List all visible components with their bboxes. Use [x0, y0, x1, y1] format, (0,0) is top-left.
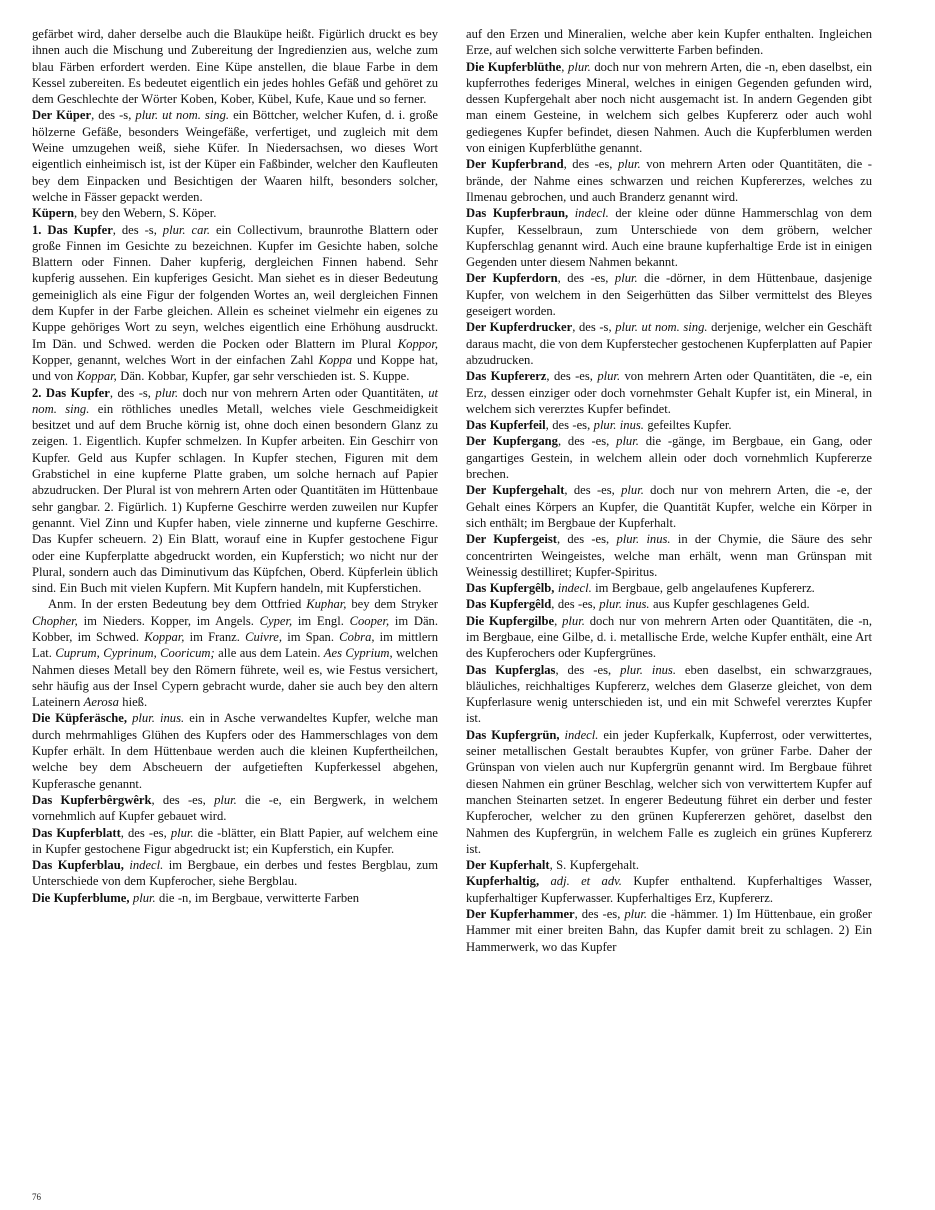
paragraph	[466, 433, 872, 482]
paragraph	[466, 482, 872, 531]
headword: Die Kupferblüthe	[466, 59, 562, 74]
italic-text: plur. inus.	[620, 662, 676, 677]
body-text: die -blätter, ein Blatt Papier, auf welchem eine in Kupfer gestochene Figur abgedruckt ist; ein Kupferstich, ein Kupfer.	[32, 825, 438, 856]
headword: Das Kupfererz	[466, 369, 547, 384]
italic-text: plur.	[624, 907, 648, 922]
body-text: im Bergbaue, ein derbes und festes Bergblau, zum Unterschiede von dem Kupferocher, siehe Bergblau.	[32, 858, 439, 889]
body-text: doch nur von mehrern Arten oder Quantitäten, die -n, im Bergbaue, eine Gilbe, d. i. metallische Erde, welche Kupfer enthält, eine Art des Kupferochers oder Kupfergrünes.	[466, 613, 872, 661]
body-text: ein in Asche verwandeltes Kupfer, welche man durch mehrmahliges Glühen des Kupfers oder des Hammerschlages von dem Kupfer erhält. In dem Hüttenbaue werden auch die kleinen Kupfertheilchen, welche bey dem Abscheuern der aufgetieften Kupferkessel abgehen, Kupferasche genannt.	[32, 711, 438, 791]
body-text: ein röthliches unedles Metall, welches viele Geschmeidigkeit besitzet und auf dem Bruche körnig ist, ohne doch einen besondern Glanz zu zeigen. 1. Eigentlich. Kupfer schmelzen. In Kupfer arbeiten. Ein Geschirr von Kupfer. Geld aus Kupfer schlagen. In Kupfer stechen, Figuren mit dem Grabstichel in eine kupferne Platte graben, um solche hernach auf Papier abzudrucken. Der Plural ist von mehrern Arten oder Quantitäten im Hüttenbaue sehr gangbar. 2. Figürlich. 1) Kupferne Geschirre werden zuweilen nur Kupfer genannt. Viel Zinn und Kupfer haben, viele zinnerne und kupferne Geschirre. Das Kupfer scheuern. 2) Ein Blatt, worauf eine in Kupfer gestochene Figur oder eine Kupferplatte abgedruckt worden, ein Kupferstich; wo nicht nur der Plural, sondern auch das Diminutivum das Küpfchen, Oberd. Küpferlein üblich sind. Ein Buch mit vielen Kupfern. Mit Kupfern handeln, mit Kupferstichen.	[32, 401, 438, 596]
paragraph	[32, 385, 438, 597]
page-number: 76	[32, 1192, 41, 1202]
headword: Das Kupferbêrgwêrk	[32, 792, 152, 807]
italic-text: Koppar,	[76, 369, 117, 384]
body-text: , des -es,	[551, 597, 600, 612]
body-text: , des -s,	[112, 222, 163, 237]
body-text: ein Böttcher, welcher Kufen, d. i. große hölzerne Gefäße, besonders Weingefäße, verfertiget, und zugleich mit dem Weine umzugehen weiß, siehe Küfer. In Niedersachsen, wo dieses Wort eigentlich einheimisch ist, ist der Küper ein Faßbinder, welcher den Kaufleuten bey dem Einpacken und Besichtigen der Waaren hilft, besonders solcher, welche in Fässer gepackt werden.	[32, 108, 438, 204]
paragraph	[466, 531, 872, 580]
italic-text: plur. inus.	[616, 532, 671, 547]
headword: 2. Das Kupfer	[32, 385, 110, 400]
body-text: , des -s,	[572, 320, 616, 335]
paragraph	[32, 890, 438, 906]
italic-text: ut nom. sing.	[32, 385, 438, 416]
right-text-column	[466, 26, 872, 1176]
paragraph	[32, 857, 438, 890]
headword: Der Kupferdorn	[466, 271, 558, 286]
italic-text: plur.	[170, 825, 194, 840]
body-text: eben daselbst, ein schwarzgraues, bläuliches, reichhaltiges Kupfererz, welches dem Glaserze gleichet, von dem Kupferlasure wenig unterschieden ist, und ein mit Schwefel vererztes Kupfer ist.	[466, 662, 872, 726]
body-text: gefärbet wird, daher derselbe auch die Blauküpe heißt. Figürlich druckt es bey ihnen auch die Mischung und Zubereitung der Ingredienzien aus, welche zum blau Färben erfordert werden. Eine Küpe anstellen, die blaue Farbe in dem Kessel zubereiten. Es bedeutet eigentlich ein jedes hohles Gefäß und gehöret zu dem Geschlechte der Wörter Koben, Kober, Kübel, Kufe, Kaue und so ferner.	[32, 27, 438, 107]
paragraph	[466, 156, 872, 205]
headword: Der Kupferbrand	[466, 157, 564, 172]
italic-text: Cuprum, Cyprinum, Cooricum;	[55, 646, 215, 661]
paragraph	[32, 107, 438, 205]
body-text: , des -s,	[109, 385, 156, 400]
italic-text: Cooper,	[349, 613, 390, 628]
paragraph	[32, 792, 438, 825]
italic-text: Koppar,	[144, 629, 185, 644]
headword: Das Kupfergêld	[466, 597, 552, 612]
body-text: , des -es,	[546, 369, 598, 384]
italic-text: plur.	[568, 59, 591, 74]
paragraph	[466, 270, 872, 319]
headword: Der Kupferhammer	[466, 907, 575, 922]
body-text: im Bergbaue, gelb angelaufenes Kupfererz.	[591, 581, 815, 596]
headword: Das Kupferblau,	[32, 858, 124, 873]
italic-text: indecl.	[559, 727, 599, 742]
body-text: im Dän. Kobber, im Schwed.	[32, 613, 438, 644]
body-text: von mehrern Arten oder Quantitäten, die -e, ein Erz, dessen einziger oder doch vornehmster Gehalt Kupfer ist, ein Mineral, in welchem sich vererztes Kupfer befindet.	[466, 369, 872, 416]
body-text: ein Collectivum, braunrothe Blattern oder große Finnen im Gesichte zu bezeichnen. Kupfer im Gesichte haben, solche Blattern oder Finnen. Daher kupferig, dergleichen Finnen habend. Sehr kupferig aussehen. Ein kupferiges Gesicht. Man siehet es in dieser Bedeutung gemeiniglich als eine Figur der folgenden Wortes an, weil dergleichen Finnen dem Kupfer in der Farbe gleichen. Allein es scheinet vielmehr ein eigenes zu Kuppe gehöriges Wort zu seyn, welches eigentlich eine Erhöhung ausdruckt. Im Dän. und Schwed. werden die Pocken oder Blattern im Plural	[32, 222, 439, 351]
paragraph	[466, 417, 872, 433]
paragraph	[466, 596, 872, 612]
italic-text: plur.	[214, 792, 237, 807]
headword: Der Kupfergang	[466, 434, 558, 449]
body-text: , S. Kupfergehalt.	[549, 858, 640, 873]
body-text: ,	[561, 59, 569, 74]
italic-text: Cuivre,	[245, 629, 283, 644]
paragraph	[32, 222, 438, 385]
body-text: Kupfer enthaltend. Kupferhaltiges Wasser, kupferhaltiger Kupferwasser. Kupferhaltiges Erz, Kupfererz.	[466, 874, 872, 905]
italic-text: Aes Cyprium,	[323, 646, 393, 661]
italic-text: Aerosa	[83, 695, 119, 710]
body-text: die -dörner, in dem Hüttenbaue, dasjenige Kupfer, von welchem in den Seigerhütten das Silber vermittelst des Bleyes geseigert worden.	[466, 271, 872, 319]
headword: Kupferhaltig,	[466, 874, 540, 889]
paragraph	[466, 906, 872, 955]
body-text: die -n, im Bergbaue, verwitterte Farben	[155, 890, 360, 905]
body-text: aus Kupfer geschlagenes Geld.	[649, 597, 810, 612]
paragraph	[466, 727, 872, 857]
italic-text: plur.	[614, 271, 638, 286]
body-text: , des -s,	[91, 108, 136, 123]
italic-text: Cobra,	[339, 629, 375, 644]
body-text: doch nur von mehrern Arten oder Quantitäten,	[178, 385, 429, 400]
body-text: die -gänge, im Bergbaue, ein Gang, oder gangartiges Gestein, in welchem allein oder doch vornehmlich Kupfererze brechen.	[466, 434, 872, 482]
paragraph	[32, 205, 438, 221]
body-text: , des -es,	[120, 825, 171, 840]
body-text: , des -es,	[151, 792, 215, 807]
body-text: , des -es,	[574, 907, 625, 922]
italic-text: Kuphar,	[306, 597, 347, 612]
italic-text: plur.	[597, 369, 621, 384]
headword: 1. Das Kupfer	[32, 222, 113, 237]
italic-text: plur.	[562, 613, 585, 628]
italic-text: plur. inus.	[593, 418, 644, 433]
body-text: im Franz.	[184, 629, 246, 644]
paragraph	[466, 59, 872, 157]
italic-text: plur.	[616, 434, 639, 449]
headword: Der Kupferdrucker	[466, 320, 573, 335]
body-text: , des -es,	[555, 662, 621, 677]
paragraph	[466, 580, 872, 596]
body-text: Kopper, genannt, welches Wort in der einfachen Zahl	[32, 352, 319, 367]
headword: Der Kupfergehalt	[466, 483, 565, 498]
italic-text: plur.	[155, 385, 179, 400]
body-text: von mehrern Arten oder Quantitäten, die -brände, der Nahme eines schwarzen und reichen Kupfererzes, welches zu Ilmenau gebrochen, und auch Branderz genannt wird.	[466, 157, 872, 204]
paragraph	[466, 26, 872, 59]
body-text: und Koppe hat, und von	[32, 352, 438, 384]
body-text: , des -es,	[564, 483, 622, 498]
body-text: der kleine oder dünne Hammerschlag von dem Kupfer, Kesselbraun, zum Unterschiede von dem gröbern, welcher Kupferschlag genannt wird. Auch eine braune kupferhaltige Erde ist in einigen Gegenden unter diesem Nahmen bekannt.	[466, 206, 872, 270]
italic-text: plur. car.	[162, 222, 211, 237]
body-text: Dän. Kobbar, Kupfer, gar sehr verschieden ist. S. Kuppe.	[116, 369, 410, 384]
body-text: , des -es,	[545, 418, 594, 433]
italic-text: Koppa	[318, 352, 353, 367]
body-text: im mittlern Lat.	[32, 629, 439, 661]
italic-text: plur.	[621, 483, 644, 498]
body-text: im Engl.	[292, 613, 350, 628]
paragraph	[32, 825, 438, 858]
italic-text: plur. inus.	[599, 597, 650, 612]
body-text: , des -es,	[556, 532, 617, 547]
body-text: ,	[554, 613, 563, 628]
headword: Die Kupfergilbe	[466, 613, 555, 628]
body-text: welchen Nahmen dieses Metall bey den Römern führete, weil es, wie Festus versichert, sehr häufig aus der Insel Cypern gebracht wurde, daher sie auch bey den altern Lateinern	[32, 646, 439, 710]
headword: Der Kupferhalt	[466, 858, 550, 873]
body-text: im Nieders. Kopper, im Angels.	[77, 613, 260, 628]
body-text: im Span.	[282, 629, 340, 644]
body-text: derjenige, welcher ein Geschäft daraus macht, die von dem Kupferstecher gestochenen Kupferplatten auf Papier abzudrucken.	[466, 320, 872, 367]
italic-text: plur. inus.	[127, 711, 185, 726]
paragraph	[466, 873, 872, 906]
italic-text: Koppor,	[397, 336, 438, 351]
body-text: , des -es,	[557, 434, 617, 449]
body-text: doch nur von mehrern Arten, die -n, eben daselbst, ein kupferrothes federiges Mineral, welches in einigen Gegenden gefunden wird, dessen Kupfergehalt aber noch nicht ausgemacht ist. In andern Gegenden gibt man einem Gesteine, in welchem sich gelbes Kupfererz oder auch wohl gediegenes Kupfer befindet, diesen Nahmen. Auch die Kupferblumen werden von einigen Kupferblüthe genannt.	[466, 59, 872, 156]
headword: Das Kupfergrün,	[466, 727, 560, 742]
italic-text: indecl.	[568, 206, 609, 221]
headword: Das Kupferglas	[466, 662, 556, 677]
two-column-layout	[32, 26, 903, 1176]
body-text: gefeiltes Kupfer.	[643, 418, 732, 433]
body-text: , bey den Webern, S. Köper.	[74, 206, 217, 221]
headword: Der Kupfergeist	[466, 532, 557, 547]
paragraph	[466, 319, 872, 368]
paragraph	[466, 368, 872, 417]
body-text: , des -es,	[563, 157, 618, 172]
italic-text: plur. ut nom. sing.	[615, 320, 708, 335]
italic-text: plur.	[617, 157, 641, 172]
italic-text: plur.	[129, 890, 156, 905]
paragraph	[466, 662, 872, 727]
headword: Das Kupferblatt	[32, 825, 121, 840]
body-text: in der Chymie, die Säure des sehr concentrirten Weingeistes, welche man erhält, wenn man Grünspan mit Weinessig destilliret; Kupfer-Spiritus.	[466, 532, 872, 579]
headword: Das Kupfergêlb,	[466, 581, 555, 596]
italic-text: adj. et adv.	[539, 874, 622, 889]
body-text: ein jeder Kupferkalk, Kupferrost, oder verwittertes, seiner metallischen Gestalt beraubtes Kupfer, von grüner Farbe. Daher der Grünspan von vielen auch nur Kupfergrün genannt wird. Im Bergbaue führet diesen Nahmen ein grüner Beschlag, welcher sich von verwittertem Kupfer auf manchen Steinarten setzet. In engerer Bedeutung führet ein derber und fester Kupferocher, welcher zu den grünen Kupfererzen gehöret, daselbst den Nahmen des Kupfergrün, in welchem Falle es zugleich ein grünes Kupfererz ist.	[466, 727, 872, 856]
paragraph	[466, 857, 872, 873]
left-text-column	[32, 26, 438, 1176]
headword: Die Kupferblume,	[32, 890, 130, 905]
paragraph	[466, 613, 872, 662]
body-text: alle aus dem Latein.	[214, 646, 324, 661]
headword: Der Küper	[32, 108, 92, 123]
body-text: hieß.	[118, 695, 148, 710]
italic-text: indecl.	[123, 858, 164, 873]
paragraph	[32, 596, 438, 710]
headword: Das Kupferfeil	[466, 418, 546, 433]
italic-text: indecl.	[554, 581, 592, 596]
headword: Die Küpferäsche,	[32, 711, 128, 726]
headword: Küpern	[32, 206, 74, 221]
body-text: bey dem Stryker	[346, 597, 438, 612]
paragraph	[32, 710, 438, 791]
paragraph	[32, 26, 438, 107]
body-text: auf den Erzen und Mineralien, welche aber kein Kupfer enthalten. Ingleichen Erze, auf welchen sich solche verwitterte Farben befinden.	[466, 27, 872, 58]
body-text: Anm. In der ersten Bedeutung bey dem Ottfried	[48, 597, 307, 612]
headword: Das Kupferbraun,	[466, 206, 569, 221]
italic-text: Cyper,	[259, 613, 293, 628]
body-text: doch nur von mehrern Arten, die -e, der Gehalt eines Körpers an Kupfer, die Quantität Kupfer, welche ein Körper in sich enthält; im Bergbaue der Kupferhalt.	[466, 483, 872, 530]
italic-text: Chopher,	[32, 613, 78, 628]
paragraph	[466, 205, 872, 270]
body-text: die -hämmer. 1) Im Hüttenbaue, ein großer Hammer mit einer breiten Bahn, das Kupfer damit breit zu schlagen. 2) Ein Hammerwerk, wo das Kupfer	[466, 907, 872, 954]
body-text: , des -es,	[557, 271, 615, 286]
italic-text: plur. ut nom. sing.	[135, 108, 230, 123]
body-text: die -e, ein Bergwerk, in welchem vornehmlich auf Kupfer gebauet wird.	[32, 792, 438, 824]
